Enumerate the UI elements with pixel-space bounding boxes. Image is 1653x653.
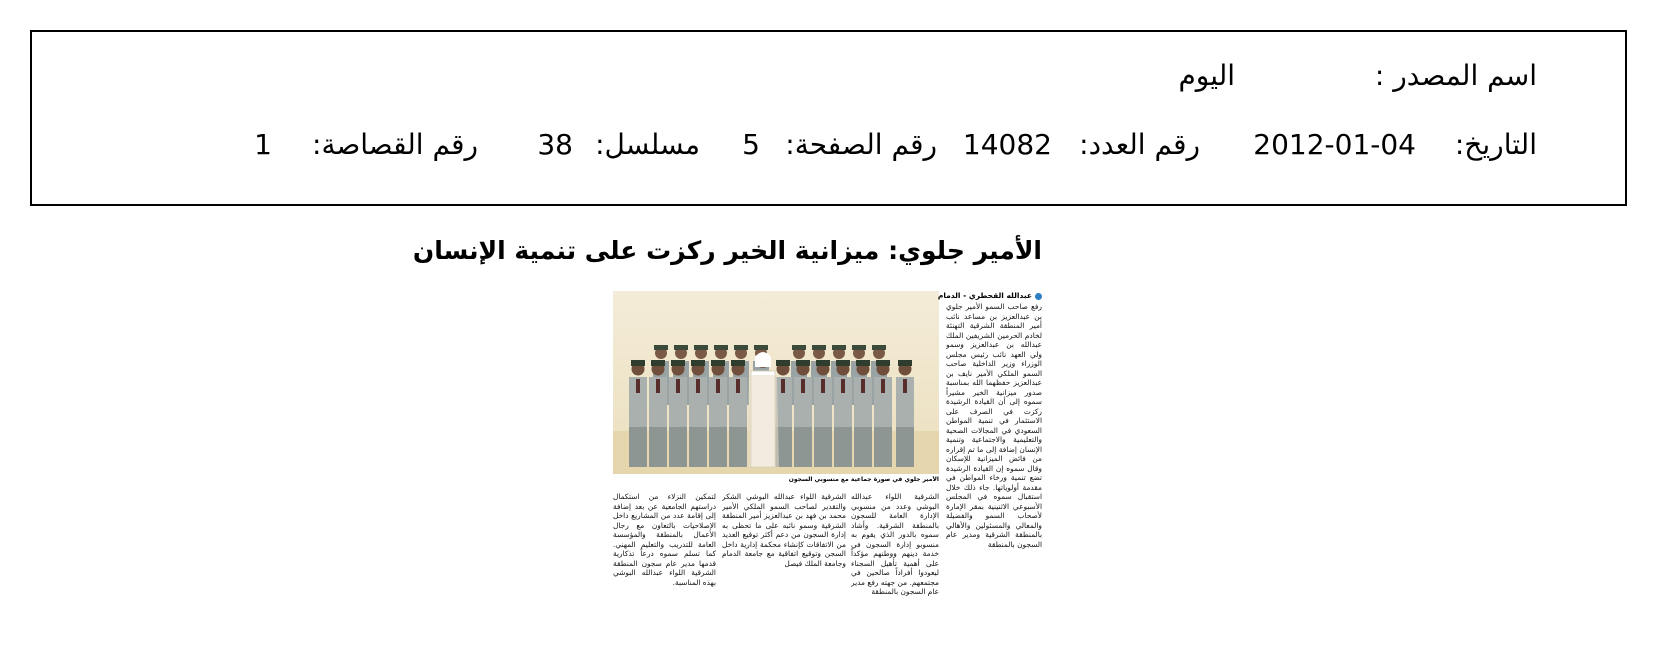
article-byline [937,291,1042,300]
article-column-3: الشرقية اللواء عبدالله البوشي الشكر والتقدير لصاحب السمو الملكي الأمير محمد بن فهد بن عبدالعزيز أمير المنطقة الشرقية وسمو نائبه على ما تحظى به إدارة السجون من دعم أكثر توقيع العديد من الاتفاقات كإنشاء محكمة إدارية داخل السجن وتوقيع اتفاقية مع جامعة الدمام وجامعة الملك فيصل [722,492,846,568]
issue-label: رقم العدد: [1079,128,1200,161]
article-headline: الأمير جلوي: ميزانية الخير ركزت على تنمية الإنسان [412,236,1042,265]
byline-text: عبدالله القحطري - الدمام [937,291,1032,300]
date-label: التاريخ: [1454,128,1537,161]
issue-value: 14082 [962,128,1052,161]
date-value: 2012-01-04 [1253,128,1416,161]
source-label: اسم المصدر : [1374,59,1537,92]
serial-label: مسلسل: [595,128,700,161]
source-info-box [30,30,1627,206]
clip-value: 1 [254,128,272,161]
page-label: رقم الصفحة: [785,128,937,161]
article-column-1: رفع صاحب السمو الأمير جلوي بن عبدالعزيز بن مساعد نائب أمير المنطقة الشرقية التهنئة لخادم الحرمين الشريفين الملك عبدالله بن عبدالعزيز وسمو ولي العهد نائب رئيس مجلس الوزراء وزير الداخلية صاحب السمو الملكي الأمير نايف بن عبدالعزيز حفظهما الله بمناسبة صدور ميزانية الخير مشيراً سموه إلى أن القيادة الرشيدة ركزت في الصرف على الاستثمار في تنمية المواطن السعودي في المجالات الصحية والتعليمية والاجتماعية وتنمية الإنسان إضافة إلى ما تم إقراره من فائض الميزانية للإسكان وقال سموه إن القيادة الرشيدة تضع تنمية ورخاء المواطن في مقدمة أولوياتها. جاء ذلك خلال استقبال سموه في المجلس الأسبوعي الاثنينية بمقر الإمارة لأصحاب السمو والفضيلة والمعالي والمسئولين والأهالي بالمنطقة الشرقية ومدير عام السجون بالمنطقة [946,302,1042,549]
clip-label: رقم القصاصة: [312,128,478,161]
article-column-2: الشرقية اللواء عبدالله البوشي وعدد من منسوبي الإدارة العامة للسجون بالمنطقة الشرقية. وأشاد سموه بالدور الذي يقوم به منسوبو إدارة السجون في خدمة دينهم ووطنهم مؤكداً على أهمية تأهيل السجناء ليعودوا أفراداً صالحين في مجتمعهم. من جهته رفع مدير عام السجون بالمنطقة [851,492,939,596]
bullet-icon [1035,293,1042,300]
page-value: 5 [742,128,760,161]
serial-value: 38 [537,128,573,161]
source-value: اليوم [1178,59,1235,92]
photo-caption: الأمير جلوي في صورة جماعية مع منسوبي السجون [788,476,939,483]
article-column-4: لتمكين النزلاء من استكمال دراستهم الجامعية عن بعد إضافة إلى إقامة عدد من المشاريع داخل الإصلاحيات بالتعاون مع رجال الأعمال بالمنطقة والمؤسسة العامة للتدريب والتعليم المهني. كما تسلم سموه درعاً تذكارية قدمها مدير عام سجون المنطقة الشرقية اللواء عبدالله البوشي بهذه المناسبة. [613,492,716,587]
group-photo [613,291,939,474]
